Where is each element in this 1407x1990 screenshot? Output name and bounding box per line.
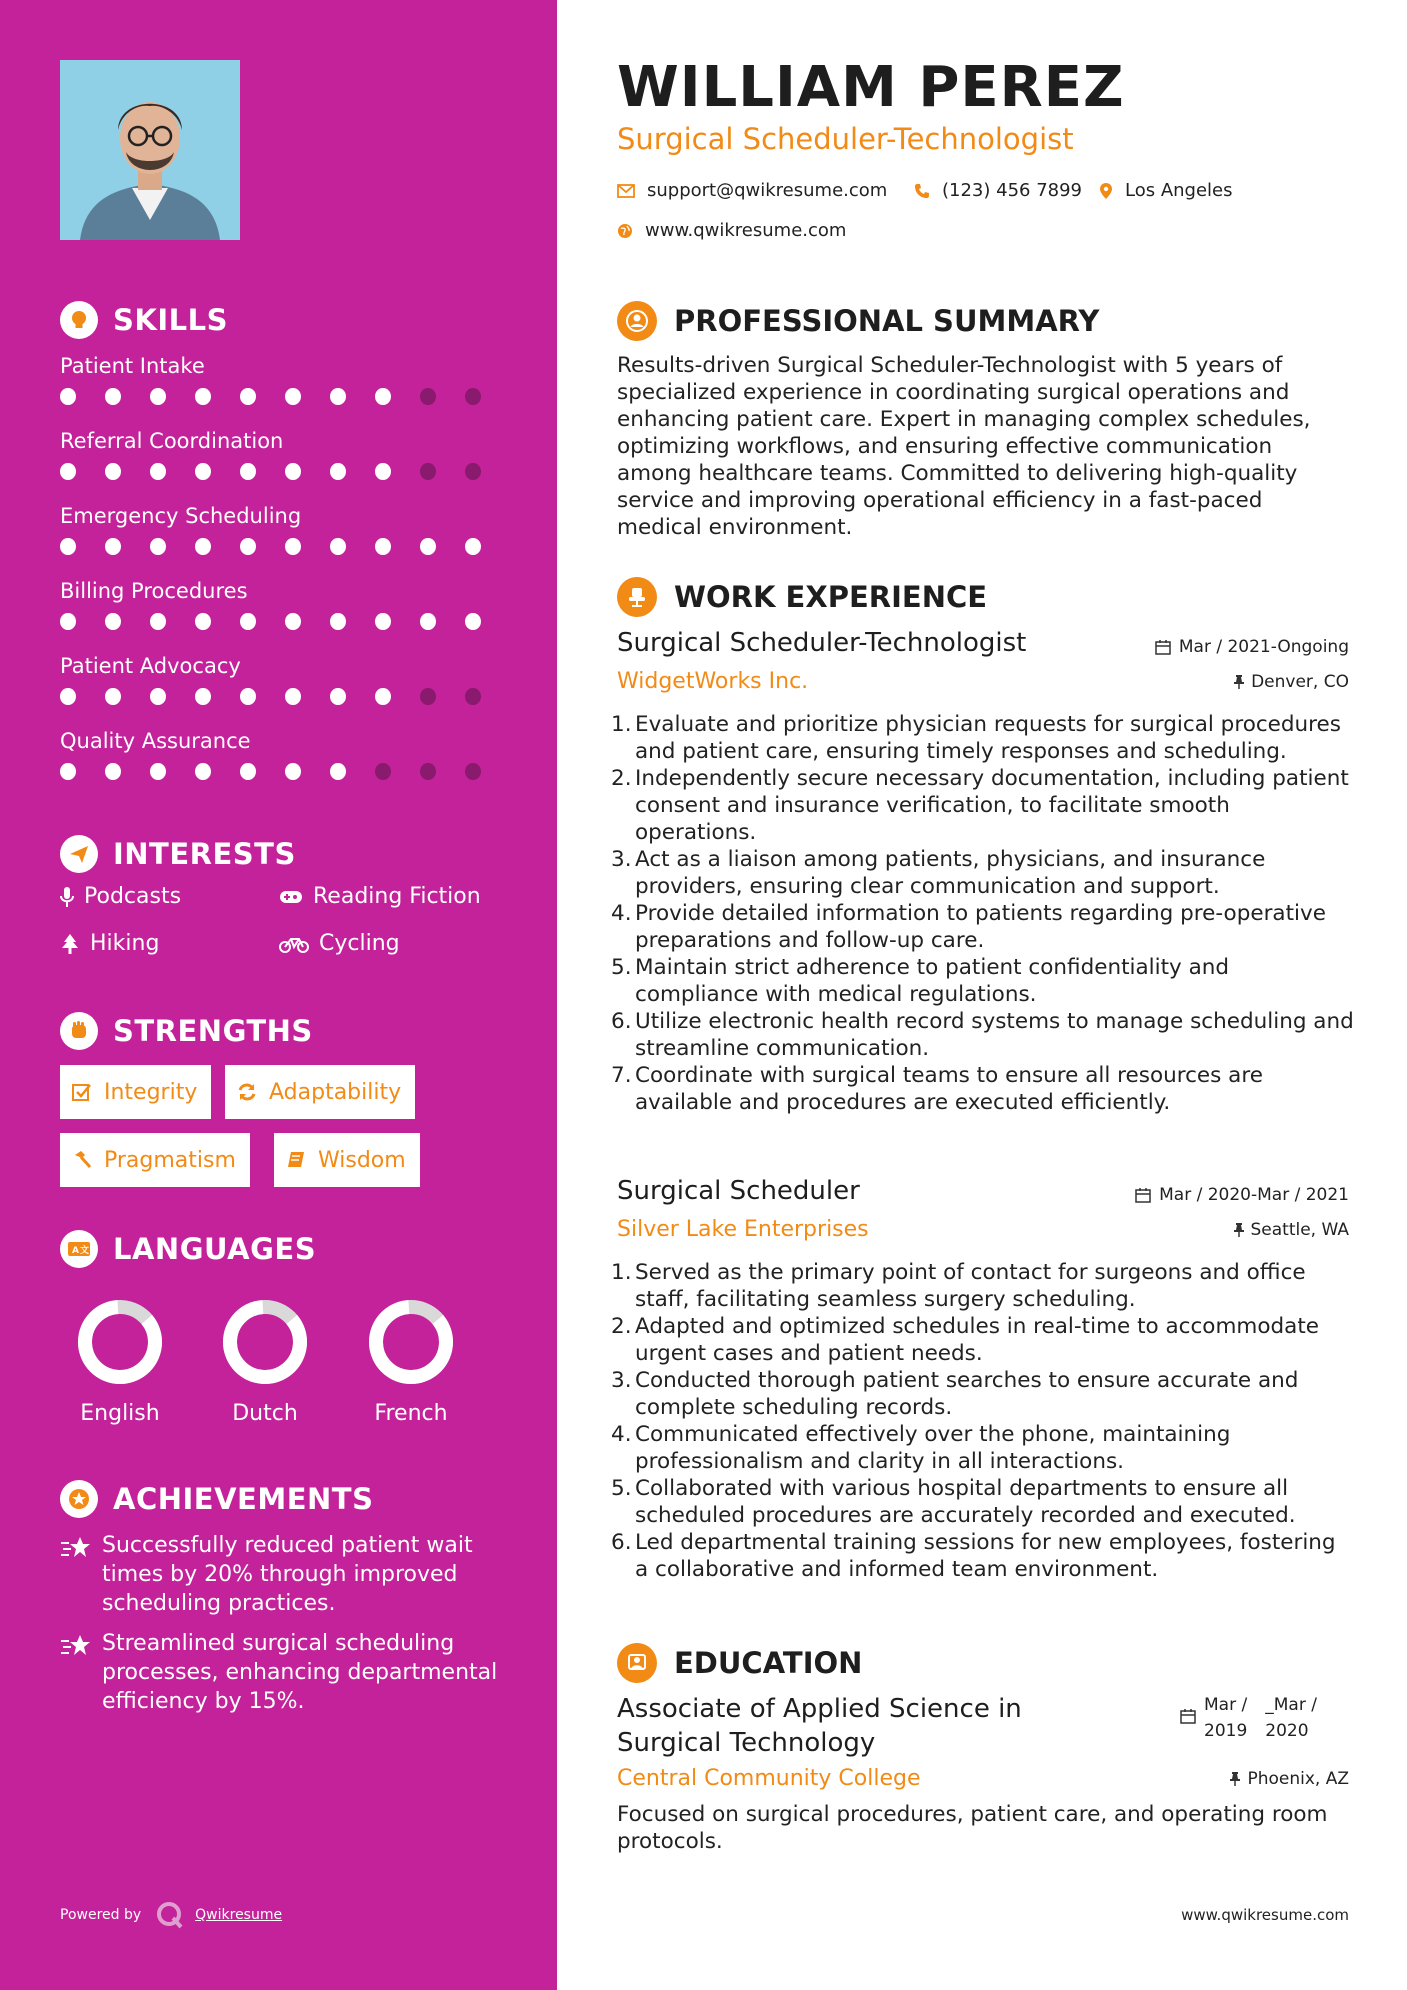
interest-label: Hiking xyxy=(90,931,160,956)
duty-item: Conducted thorough patient searches to ensure accurate and complete scheduling records. xyxy=(635,1368,1299,1420)
edu-end-a: _Mar / xyxy=(1265,1695,1317,1715)
edu-start-b: 2019 xyxy=(1204,1721,1248,1741)
skill-dot xyxy=(330,388,346,405)
skill-dot xyxy=(150,613,166,630)
strength-pragmatism xyxy=(60,1133,250,1187)
skill-dot xyxy=(375,463,391,480)
contact-phone[interactable] xyxy=(914,180,1082,201)
skill-name: Billing Procedures xyxy=(60,579,248,603)
graduate-icon xyxy=(617,1643,657,1683)
skill-dot xyxy=(285,538,301,555)
strengths-title: STRENGTHS xyxy=(113,1014,313,1048)
skill-dot xyxy=(465,463,481,480)
summary-header xyxy=(617,301,1099,341)
skill-dot xyxy=(465,763,481,780)
duty-item: Coordinate with surgical teams to ensure all resources are available and procedures are executed efficiently. xyxy=(635,1063,1263,1115)
skills-header xyxy=(60,301,228,339)
skill-dot xyxy=(465,388,481,405)
interest-hiking xyxy=(60,931,159,956)
calendar-icon xyxy=(1135,1187,1151,1203)
tree-icon xyxy=(60,933,80,955)
skill-dot xyxy=(375,538,391,555)
work-header xyxy=(617,577,987,617)
summary-title: PROFESSIONAL SUMMARY xyxy=(674,304,1100,338)
contact-website[interactable] xyxy=(617,220,846,241)
skill-dot xyxy=(60,688,76,705)
skill-dot xyxy=(240,613,256,630)
qwikresume-logo-icon xyxy=(155,1900,185,1930)
skill-dot xyxy=(150,388,166,405)
contact-location xyxy=(1099,180,1233,201)
calendar-icon xyxy=(1180,1708,1196,1724)
job-duties xyxy=(635,1259,1355,1583)
profile-photo xyxy=(60,60,240,240)
skill-dot xyxy=(150,688,166,705)
skill-item xyxy=(60,651,510,705)
job-location xyxy=(1233,1220,1350,1240)
duty-item: Served as the primary point of contact for surgeons and office staff, facilitating seamless surgery scheduling. xyxy=(635,1260,1306,1312)
skill-dot xyxy=(330,763,346,780)
skill-rating xyxy=(60,538,510,555)
job-company: WidgetWorks Inc. xyxy=(617,669,809,694)
skill-dot xyxy=(285,388,301,405)
skill-dot xyxy=(105,538,121,555)
qwikresume-link[interactable]: Qwikresume xyxy=(195,1907,283,1923)
skill-dot xyxy=(60,538,76,555)
skill-dot xyxy=(105,463,121,480)
skill-dot xyxy=(375,613,391,630)
skill-dot xyxy=(105,688,121,705)
job-duties xyxy=(635,711,1355,1116)
strength-label: Wisdom xyxy=(318,1147,406,1173)
language-item xyxy=(50,1297,190,1426)
skill-dot xyxy=(60,388,76,405)
education-location-text: Phoenix, AZ xyxy=(1247,1769,1349,1789)
skill-dot xyxy=(330,613,346,630)
powered-by-label: Powered by xyxy=(60,1907,142,1923)
interest-podcasts xyxy=(60,884,181,909)
skill-dot xyxy=(195,613,211,630)
language-name: English xyxy=(80,1401,160,1426)
skill-item xyxy=(60,351,510,405)
skill-name: Referral Coordination xyxy=(60,429,284,453)
job-location-text: Denver, CO xyxy=(1251,672,1349,692)
shooting-star-icon xyxy=(60,1535,92,1561)
strength-label: Integrity xyxy=(104,1079,198,1105)
interests-header xyxy=(60,835,296,873)
svg-text:文: 文 xyxy=(80,1246,90,1256)
skill-dot xyxy=(105,388,121,405)
job-date xyxy=(1135,1185,1349,1205)
duty-item: Act as a liaison among patients, physicians, and insurance providers, ensuring clear communication and support. xyxy=(635,847,1266,899)
lightbulb-icon xyxy=(60,301,98,339)
achievement-item xyxy=(60,1629,500,1716)
hammer-icon xyxy=(72,1150,92,1170)
education-header xyxy=(617,1643,862,1683)
skill-name: Quality Assurance xyxy=(60,729,251,753)
job-company: Silver Lake Enterprises xyxy=(617,1217,869,1242)
achievements-header xyxy=(60,1480,373,1518)
achievement-item xyxy=(60,1531,500,1618)
education-school: Central Community College xyxy=(617,1766,921,1791)
duty-item: Provide detailed information to patients regarding pre-operative preparations and follow-up care. xyxy=(635,901,1326,953)
language-donut xyxy=(366,1297,456,1387)
interest-label: Reading Fiction xyxy=(313,884,481,909)
calendar-icon xyxy=(1155,639,1171,655)
job-location-text: Seattle, WA xyxy=(1250,1220,1349,1240)
duty-item: Evaluate and prioritize physician requests for surgical procedures and patient care, ensuring timely responses and scheduling. xyxy=(635,712,1341,764)
languages-header xyxy=(60,1230,316,1268)
office-chair-icon xyxy=(617,577,657,617)
skill-name: Patient Advocacy xyxy=(60,654,241,678)
degree-line-1: Associate of Applied Science in xyxy=(617,1694,1022,1724)
languages-title: LANGUAGES xyxy=(113,1232,317,1266)
skill-item xyxy=(60,501,510,555)
job-date-text: Mar / 2021-Ongoing xyxy=(1178,637,1349,657)
footer-url[interactable]: www.qwikresume.com xyxy=(1181,1906,1349,1924)
skill-dot xyxy=(195,763,211,780)
achievements-title: ACHIEVEMENTS xyxy=(113,1482,374,1516)
location-text: Los Angeles xyxy=(1125,180,1233,201)
envelope-icon xyxy=(617,184,635,198)
skill-dot xyxy=(285,463,301,480)
paper-plane-icon xyxy=(60,835,98,873)
degree-line-2: Surgical Technology xyxy=(617,1728,876,1758)
skill-dot xyxy=(465,688,481,705)
skill-dot xyxy=(195,538,211,555)
shooting-star-icon xyxy=(60,1633,92,1659)
edu-start-a: Mar / xyxy=(1204,1695,1248,1715)
skill-rating xyxy=(60,688,510,705)
achievement-text: Streamlined surgical scheduling processes, enhancing departmental efficiency by 15%. xyxy=(102,1631,498,1714)
duty-item: Communicated effectively over the phone, maintaining professionalism and clarity in all interactions. xyxy=(635,1422,1231,1474)
powered-by xyxy=(60,1900,282,1930)
gamepad-icon xyxy=(279,889,303,905)
skill-dot xyxy=(420,688,436,705)
star-badge-icon xyxy=(60,1480,98,1518)
language-item xyxy=(341,1297,481,1426)
strength-label: Adaptability xyxy=(269,1079,402,1105)
skill-dot xyxy=(240,763,256,780)
skill-rating xyxy=(60,463,510,480)
skill-dot xyxy=(330,538,346,555)
edu-end-b: 2020 xyxy=(1265,1721,1309,1741)
skill-dot xyxy=(150,463,166,480)
skill-dot xyxy=(60,463,76,480)
skill-dot xyxy=(330,463,346,480)
duty-item: Collaborated with various hospital departments to ensure all scheduled procedures are accurately recorded and executed. xyxy=(635,1476,1296,1528)
skill-dot xyxy=(150,763,166,780)
duty-item: Utilize electronic health record systems to manage scheduling and streamline communication. xyxy=(635,1009,1354,1061)
skill-item xyxy=(60,726,510,780)
language-name: Dutch xyxy=(232,1401,298,1426)
strength-label: Pragmatism xyxy=(104,1147,236,1173)
skill-dot xyxy=(420,388,436,405)
skill-rating xyxy=(60,388,510,405)
skill-dot xyxy=(465,538,481,555)
skill-name: Patient Intake xyxy=(60,354,205,378)
achievement-text: Successfully reduced patient wait times by 20% through improved scheduling practices. xyxy=(102,1533,473,1616)
phone-icon xyxy=(914,183,930,199)
skill-dot xyxy=(420,538,436,555)
skill-dot xyxy=(240,538,256,555)
skill-dot xyxy=(375,763,391,780)
education-description: Focused on surgical procedures, patient care, and operating room protocols. xyxy=(617,1802,1328,1854)
user-icon xyxy=(617,301,657,341)
work-title: WORK EXPERIENCE xyxy=(674,580,988,614)
refresh-icon xyxy=(237,1082,257,1102)
svg-text:A: A xyxy=(72,1246,79,1256)
skill-name: Emergency Scheduling xyxy=(60,504,302,528)
strength-adaptability xyxy=(225,1065,415,1119)
bicycle-icon xyxy=(279,935,309,953)
strength-integrity xyxy=(60,1065,211,1119)
phone-text: (123) 456 7899 xyxy=(942,180,1083,201)
skill-dot xyxy=(240,463,256,480)
education-location xyxy=(1229,1769,1349,1789)
candidate-name: WILLIAM PEREZ xyxy=(617,55,1125,120)
skill-item xyxy=(60,426,510,480)
skill-dot xyxy=(285,688,301,705)
duty-item: Independently secure necessary documentation, including patient consent and insurance verification, to facilitate smooth operations. xyxy=(635,766,1349,845)
skill-dot xyxy=(195,388,211,405)
contact-email[interactable] xyxy=(617,180,887,201)
interests-title: INTERESTS xyxy=(113,837,296,871)
language-name: French xyxy=(374,1401,448,1426)
skill-dot xyxy=(60,613,76,630)
skill-dot xyxy=(420,613,436,630)
duty-item: Maintain strict adherence to patient confidentiality and compliance with medical regulations. xyxy=(635,955,1230,1007)
job-title: Surgical Scheduler xyxy=(617,1176,860,1206)
microphone-icon xyxy=(60,886,74,908)
strength-wisdom xyxy=(274,1133,420,1187)
summary-text: Results-driven Surgical Scheduler-Technologist with 5 years of specialized experience in coordinating surgical operations and enhancing patient care. Expert in managing complex schedules, optimizing workflows, and ensuring effective communication among healthcare teams. Committed to delivering high-quality service and improving operational efficiency in a fast-paced medical environment. xyxy=(617,353,1311,540)
skill-item xyxy=(60,576,510,630)
education-degree xyxy=(617,1692,1022,1760)
strengths-header xyxy=(60,1012,313,1050)
skills-title: SKILLS xyxy=(113,303,228,337)
job-date-text: Mar / 2020-Mar / 2021 xyxy=(1159,1185,1349,1205)
education-title: EDUCATION xyxy=(674,1646,863,1680)
skill-dot xyxy=(375,388,391,405)
checkbox-icon xyxy=(72,1082,92,1102)
skill-rating xyxy=(60,613,510,630)
skill-dot xyxy=(285,613,301,630)
skill-dot xyxy=(375,688,391,705)
skill-dot xyxy=(105,613,121,630)
job-location xyxy=(1233,672,1349,692)
skill-dot xyxy=(105,763,121,780)
language-item xyxy=(195,1297,335,1426)
education-date xyxy=(1180,1692,1317,1744)
interest-label: Podcasts xyxy=(84,884,182,909)
job-date xyxy=(1155,637,1349,657)
skill-dot xyxy=(465,613,481,630)
skill-dot xyxy=(240,688,256,705)
skill-rating xyxy=(60,763,510,780)
skill-dot xyxy=(150,538,166,555)
email-text: support@qwikresume.com xyxy=(647,180,888,201)
candidate-role: Surgical Scheduler-Technologist xyxy=(617,122,1074,156)
pushpin-icon xyxy=(1233,674,1245,690)
fist-icon xyxy=(60,1012,98,1050)
map-pin-icon xyxy=(1099,182,1113,200)
skill-dot xyxy=(195,688,211,705)
pushpin-icon xyxy=(1233,1222,1245,1238)
skill-dot xyxy=(240,388,256,405)
language-donut xyxy=(75,1297,165,1387)
translate-icon xyxy=(60,1230,98,1268)
book-icon xyxy=(286,1150,306,1170)
job-title: Surgical Scheduler-Technologist xyxy=(617,628,1027,658)
skill-dot xyxy=(420,763,436,780)
skill-dot xyxy=(420,463,436,480)
sidebar xyxy=(0,0,557,1990)
skill-dot xyxy=(285,763,301,780)
language-donut xyxy=(220,1297,310,1387)
globe-icon xyxy=(617,223,633,239)
interest-reading-fiction xyxy=(279,884,481,909)
pushpin-icon xyxy=(1229,1771,1241,1787)
interest-cycling xyxy=(279,931,400,956)
skill-dot xyxy=(195,463,211,480)
skill-dot xyxy=(330,688,346,705)
interest-label: Cycling xyxy=(319,931,400,956)
duty-item: Led departmental training sessions for new employees, fostering a collaborative and informed team environment. xyxy=(635,1530,1336,1582)
skill-dot xyxy=(60,763,76,780)
website-text: www.qwikresume.com xyxy=(645,220,847,241)
duty-item: Adapted and optimized schedules in real-time to accommodate urgent cases and patient needs. xyxy=(635,1314,1319,1366)
